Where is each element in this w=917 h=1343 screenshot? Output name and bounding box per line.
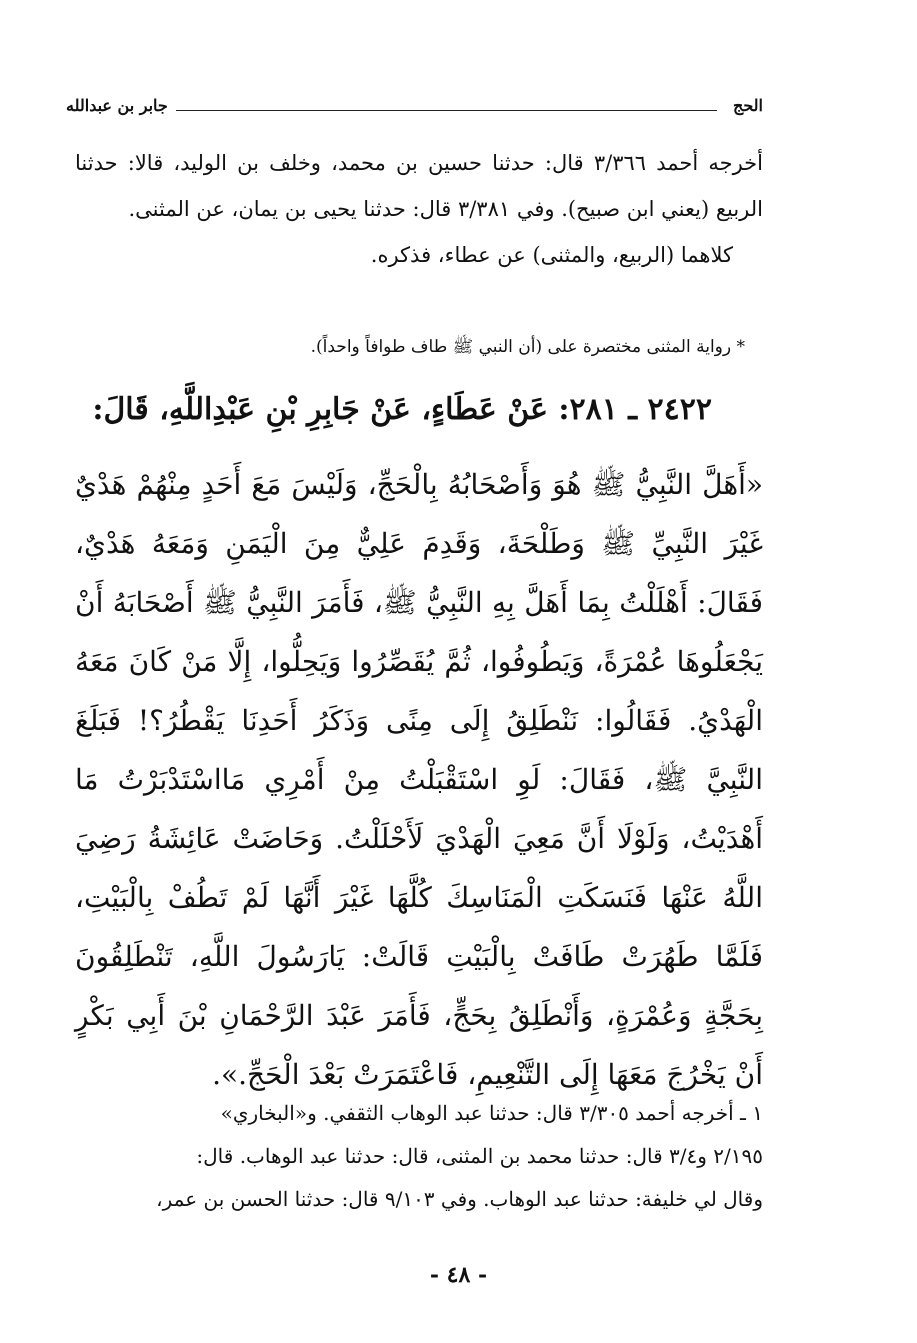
footnote-line: ١ ـ أخرجه أحمد ٣/٣٠٥ قال: حدثنا عبد الوهاب الثقفي. و«البخاري» <box>220 1101 763 1125</box>
footnotes <box>75 1092 763 1221</box>
header-rule <box>176 110 717 111</box>
footnote-line: ٢/١٩٥ و٣/٤ قال: حدثنا محمد بن المثنى، قال: حدثنا عبد الوهاب. قال: <box>196 1144 763 1168</box>
source-paragraph-summary: كلاهما (الربيع، والمثنى) عن عطاء، فذكره. <box>370 243 733 267</box>
footnote-line: وقال لي خليفة: حدثنا عبد الوهاب. وفي ٩/١٠٣ قال: حدثنا الحسن بن عمر، <box>156 1187 763 1211</box>
hadith-heading: ٢٤٢٢ ـ ٢٨١: عَنْ عَطَاءٍ، عَنْ جَابِرِ بْنِ عَبْدِاللَّهِ، قَالَ: <box>92 392 712 427</box>
hadith-text: «أَهَلَّ النَّبِيُّ ﷺ هُوَ وَأَصْحَابُهُ بِالْحَجِّ، وَلَيْسَ مَعَ أَحَدٍ مِنْهُمْ هَدْيٌ غَيْرَ النَّبِيِّ ﷺ وَطَلْحَةَ، وَقَدِمَ عَلِيٌّ مِنَ الْيَمَنِ وَمَعَهُ هَدْيٌ، فَقَالَ: أَهْلَلْتُ بِمَا أَهَلَّ بِهِ النَّبِيُّ ﷺ، فَأَمَرَ النَّبِيُّ ﷺ أَصْحَابَهُ أَنْ يَجْعَلُوهَا عُمْرَةً، وَيَطُوفُوا، ثُمَّ يُقَصِّرُوا وَيَحِلُّوا، إِلَّا مَنْ كَانَ مَعَهُ الْهَدْيُ. فَقَالُوا: نَنْطَلِقُ إِلَى مِنًى وَذَكَرُ أَحَدِنَا يَقْطُرُ؟! فَبَلَغَ النَّبِيَّ ﷺ، فَقَالَ: لَوِ اسْتَقْبَلْتُ مِنْ أَمْرِي مَااسْتَدْبَرْتُ مَا أَهْدَيْتُ، وَلَوْلَا أَنَّ مَعِيَ الْهَدْيَ لَأَحْلَلْتُ. وَحَاضَتْ عَائِشَةُ رَضِيَ اللَّهُ عَنْهَا فَنَسَكَتِ الْمَنَاسِكَ كُلَّهَا غَيْرَ أَنَّهَا لَمْ تَطُفْ بِالْبَيْتِ، فَلَمَّا طَهُرَتْ طَافَتْ بِالْبَيْتِ قَالَتْ: يَارَسُولَ اللَّهِ، تَنْطَلِقُونَ بِحَجَّةٍ وَعُمْرَةٍ، وَأَنْطَلِقُ بِحَجٍّ، فَأَمَرَ عَبْدَ الرَّحْمَانِ بْنَ أَبِي بَكْرٍ أَنْ يَخْرُجَ مَعَهَا إِلَى التَّنْعِيمِ، فَاعْتَمَرَتْ بَعْدَ الْحَجِّ.». <box>75 468 763 1091</box>
source-paragraph: أخرجه أحمد ٣/٣٦٦ قال: حدثنا حسين بن محمد، وخلف بن الوليد، قالا: حدثنا الربيع (يعني ابن صبيح). وفي ٣/٣٨١ قال: حدثنا يحيى بن يمان، عن المثنى. <box>75 151 763 221</box>
source-citation <box>75 140 763 278</box>
narration-note: * رواية المثنى مختصرة على (أن النبي ﷺ طاف طوافاً واحداً). <box>310 337 745 357</box>
header-narrator-name: جابر بن عبدالله <box>66 96 168 115</box>
page-number: - ٤٨ - <box>429 1262 488 1288</box>
header-chapter-title: الحج <box>733 96 763 115</box>
running-header <box>66 96 763 124</box>
